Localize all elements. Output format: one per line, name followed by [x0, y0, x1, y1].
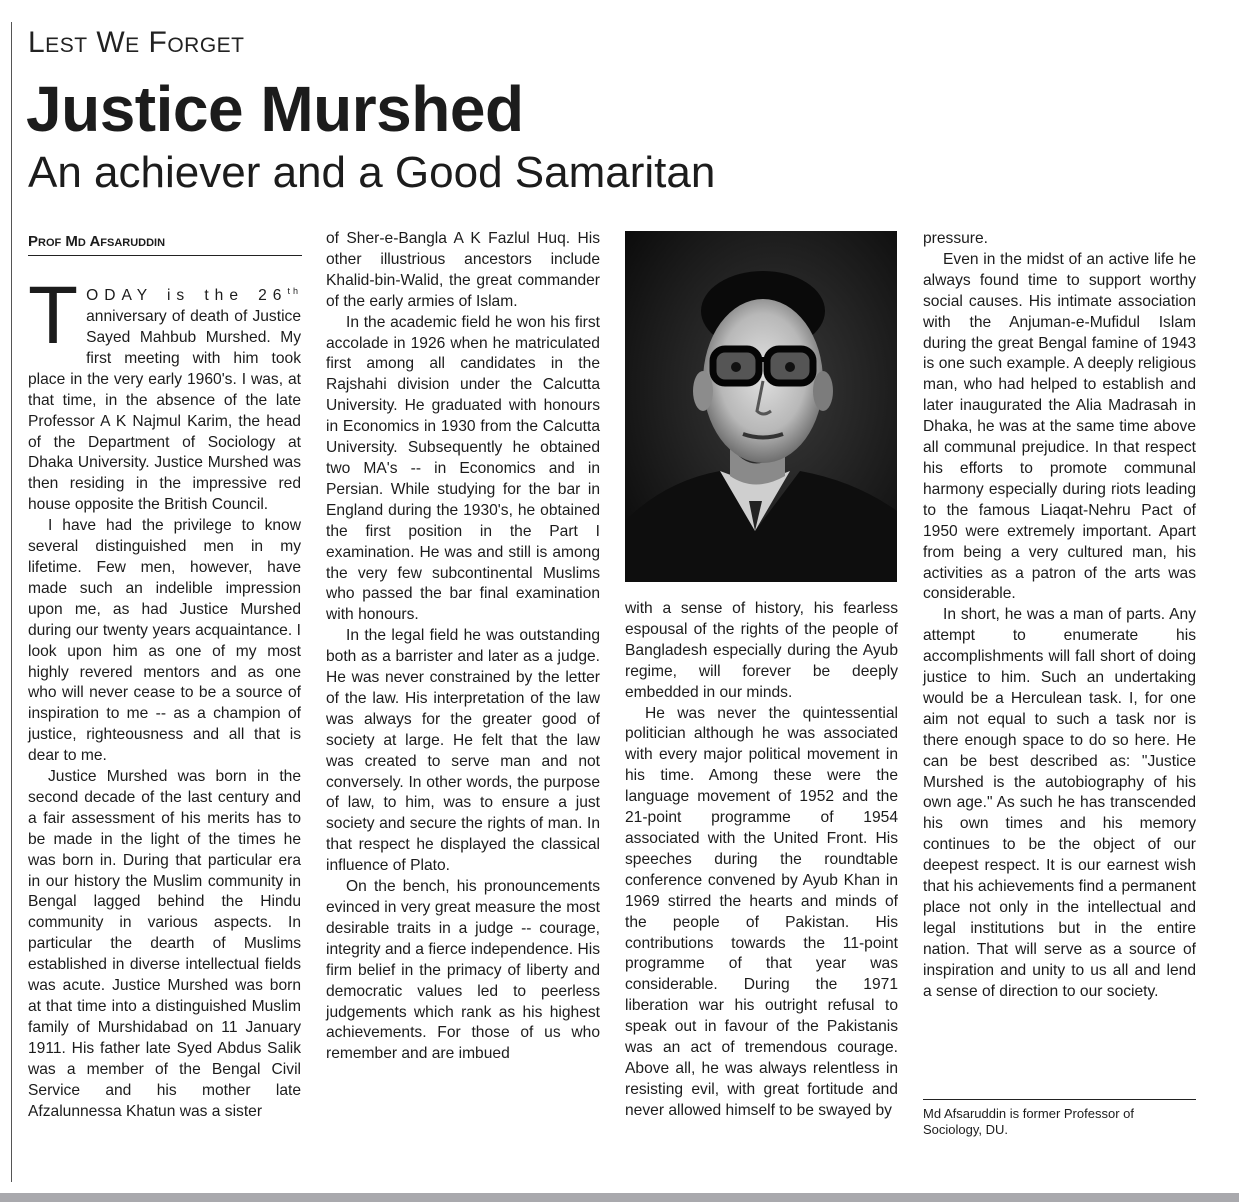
article-column-1 [28, 270, 301, 1122]
paragraph: Even in the midst of an active life he always found time to support worthy social causes. His intimate association with the Anjuman-e-Mufidul Islam during the great Bengal famine of 1943 is one such example. A deeply religious man, who had helped to establish and later inaugurated the Alia Madrasah in Dhaka, he was at the same time above all communal prejudice. In that respect his efforts to promote communal harmony especially during riots leading to the famous Liaqat-Nehru Pact of 1950 were extremely important. Apart from being a very cultured man, his activities as a patron of the arts was considerable. [923, 250, 1196, 603]
article-column-3 [625, 599, 898, 1122]
article-subheadline: An achiever and a Good Samaritan [28, 148, 716, 197]
left-margin-rule [11, 22, 12, 1182]
lead-paragraph [28, 270, 301, 516]
author-bio: Md Afsaruddin is former Professor of Sociology, DU. [923, 1106, 1134, 1137]
opening-words: ODAY is the 26 [86, 287, 288, 305]
bio-divider [923, 1099, 1196, 1100]
portrait-illustration [625, 231, 897, 582]
section-kicker: Lest We Forget [28, 26, 245, 59]
paragraph: In the academic field he won his first accolade in 1926 when he matriculated first among all candidates in the Rajshahi division under the Calcutta University. He graduated with honours in Economics in 1930 from the Calcutta University. Subsequently he obtained two MA's -- in Economics and in Persian. While studying for the bar in England during the 1930's, he obtained the first position in the Part I examination. He was and still is among the very few subcontinental Muslims who passed the bar final examination with honours. [326, 313, 600, 624]
paragraph: pressure. [923, 230, 989, 247]
lead-paragraph-text: anniversary of death of Justice Sayed Mahbub Murshed. My first meeting with him took place in the very early 1960's. I was, at that time, in the absence of the late Professor A K Najmul Karim, the head of the Department of Sociology at Dhaka University. Justice Murshed was then residing in the impressive red house opposite the British Council. [28, 308, 301, 514]
page-bottom-bar [0, 1193, 1239, 1202]
article-column-2 [326, 229, 600, 1065]
author-byline: Prof Md Afsaruddin [28, 233, 302, 256]
paragraph: with a sense of history, his fearless espousal of the rights of the people of Bangladesh especially during the Ayub regime, will forever be deeply embedded in our minds. [625, 600, 898, 701]
paragraph: On the bench, his pronouncements evinced in very great measure the most desirable traits in a judge -- courage, integrity and a fierce independence. His firm belief in the primacy of liberty and democratic values led to peerless judgements which rank as his highest achievements. For those of us who remember and are imbued [326, 878, 600, 1063]
paragraph: In the legal field he was outstanding both as a barrister and later as a judge. He was never constrained by the letter of the law. His interpretation of the law was always for the greater good of society at large. He felt that the law was created to serve man and not conversely. In other words, the purpose of law, to him, was to ensure a just society and secure the rights of man. In that respect he displayed the classical influence of Plato. [326, 627, 600, 875]
paragraph: of Sher-e-Bangla A K Fazlul Huq. His other illustrious ancestors include Khalid-bin-Walid, the great commander of the early armies of Islam. [326, 230, 600, 310]
portrait-photo [625, 231, 897, 582]
paragraph: He was never the quintessential politician although he was associated with every major political movement in his time. Among these were the language movement of 1952 and the 21-point programme of 1954 associated with the United Front. His speeches during the roundtable conference convened by Ayub Khan in 1969 stirred the hearts and minds of the people of Pakistan. His contributions towards the 11-point programme of that year was considerable. During the 1971 liberation war his outright refusal to speak out in favour of the Pakistanis was an act of tremendous courage. Above all, he was always relentless in resisting evil, with great fortitude and never allowed himself to be swayed by [625, 704, 898, 1119]
paragraph: In short, he was a man of parts. Any attempt to enumerate his accomplishments will fall short of doing justice to him. Such an undertaking would be a Herculean task. I, for one aim not equal to such a task nor is there enough space to do so here. He can be best described as: "Justice Murshed is the autobiography of his own age." As such he has transcended his own times and his memory continues to be the object of our deepest respect. It is our earnest wish that his achievements find a permanent place not only in the intellectual and legal institutions but in the entire nation. That will serve as a source of inspiration and unity to us all and lend a sense of direction to our society. [923, 606, 1196, 1000]
paragraph: I have had the privilege to know several distinguished men in my lifetime. Few men, however, have made such an indelible impression upon me, as had Justice Murshed during our twenty years acquaintance. I look upon him as one of my most highly revered mentors and as one who will never cease to be a source of inspiration to me -- as a champion of justice, righteousness and all that is dear to me. [28, 517, 301, 765]
ordinal-suffix: th [287, 286, 301, 296]
article-headline: Justice Murshed [26, 73, 524, 145]
paragraph: Justice Murshed was born in the second decade of the last century and a fair assessment of his merits has to be made in the light of the times he was born in. During that particular era in our history the Muslim community in Bengal lagged behind the Hindu community in various aspects. In particular the dearth of Muslims established in diverse intellectual fields was acute. Justice Murshed was born at that time into a distinguished Muslim family of Murshidabad on 11 January 1911. His father late Syed Abdus Salik was a member of the Bengal Civil Service and his mother late Afzalunnessa Khatun was a sister [28, 768, 301, 1120]
drop-cap: T [28, 270, 79, 361]
article-column-4 [923, 229, 1196, 1003]
